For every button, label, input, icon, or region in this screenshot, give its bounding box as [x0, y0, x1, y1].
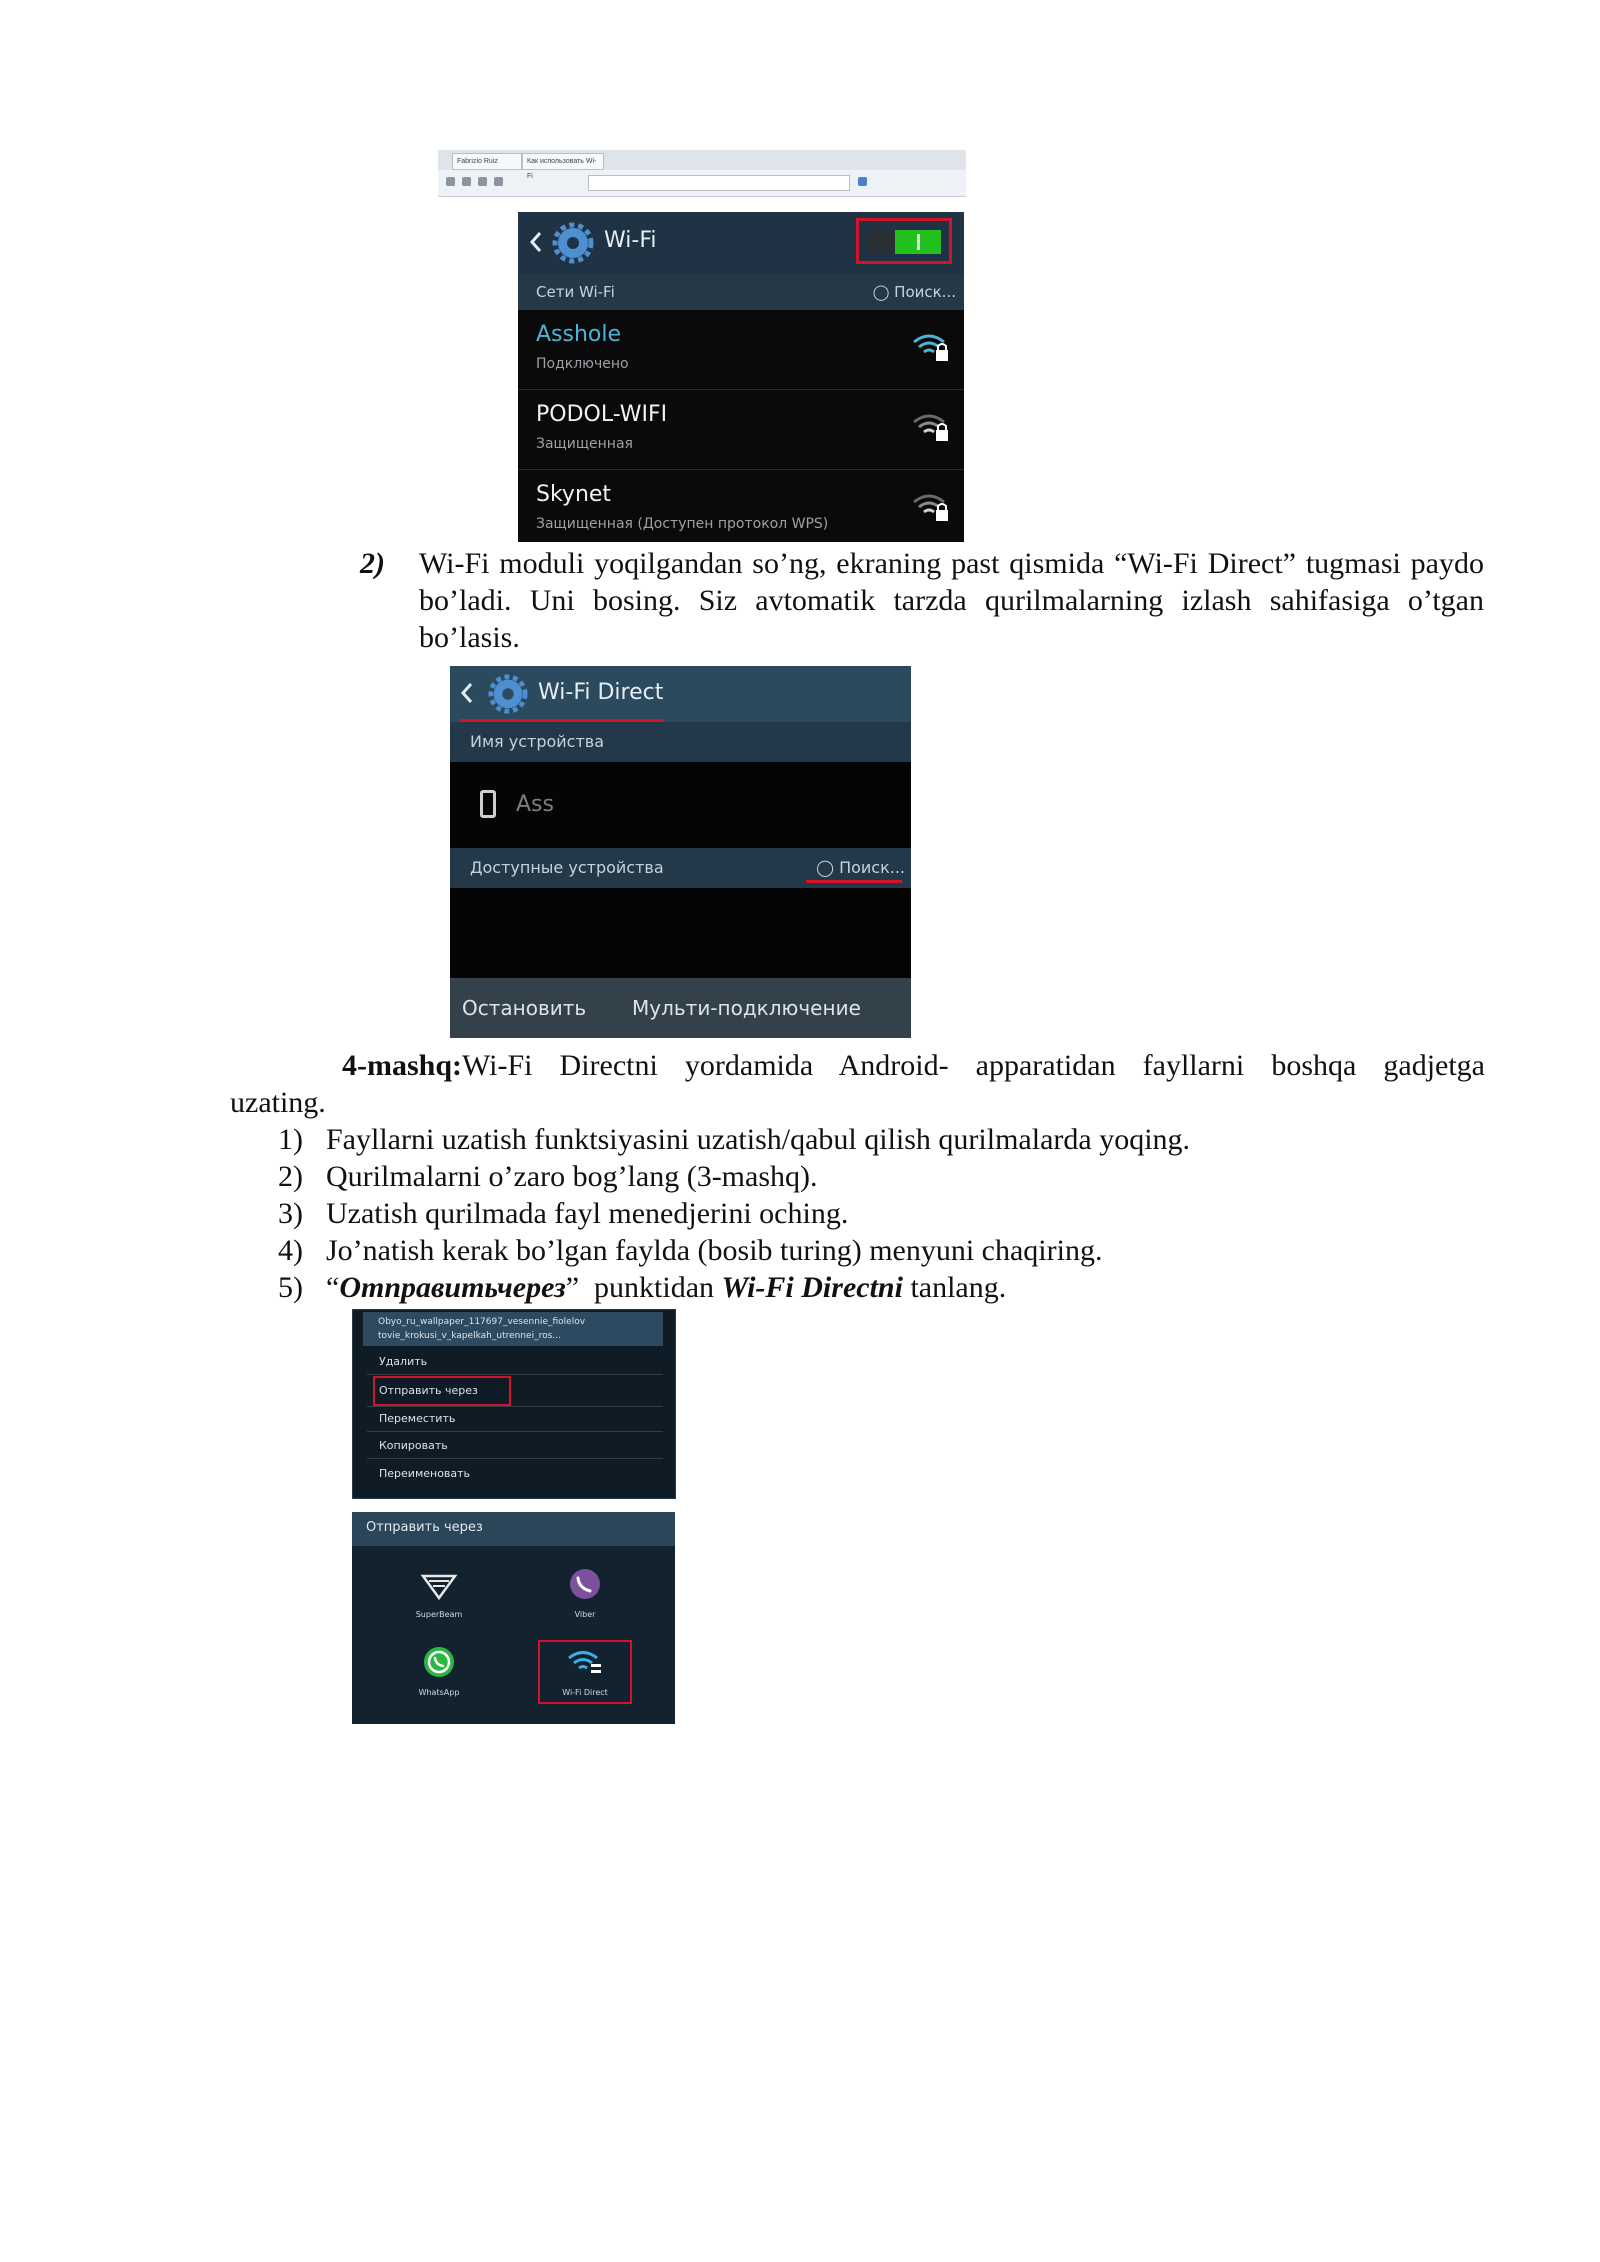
exercise-text-continued: uzating. [230, 1086, 326, 1119]
reload-icon[interactable] [478, 177, 487, 186]
quote-mark: “ [326, 1271, 340, 1304]
network-status: Защищенная [536, 436, 633, 452]
viber-icon [566, 1568, 604, 1602]
bookmark-icon[interactable] [858, 177, 867, 186]
file-name: Obyo_ru_wallpaper_117697_vesennie_fiolelov tovie_krokusi_v_kapelkah_utrennei_ros... [378, 1317, 586, 1341]
share-via-screenshot [352, 1512, 675, 1724]
network-item[interactable] [518, 470, 964, 542]
list-item-number: 3) [278, 1197, 303, 1230]
app-viber[interactable] [530, 1568, 640, 1619]
exercise-heading [342, 1047, 1485, 1084]
exercise-text: Wi-Fi Directni yordamida Android- apparatidan fayllarni boshqa gadjetga [462, 1049, 1485, 1082]
menu-divider [367, 1374, 663, 1375]
device-name: Ass [516, 792, 554, 817]
network-name: Asshole [536, 322, 622, 347]
bottom-action-bar [450, 978, 911, 1038]
wifi-direct-highlight [538, 1640, 632, 1704]
list-item [326, 1269, 1006, 1306]
search-label: Поиск... [894, 283, 956, 301]
exercise-label: 4-mashq: [342, 1049, 463, 1082]
target-term: Wi-Fi Directni [721, 1271, 903, 1304]
step-number: 2) [360, 547, 385, 580]
wifi-locked-icon [912, 330, 950, 364]
superbeam-icon [420, 1568, 458, 1602]
list-item-text: tanlang. [902, 1271, 1007, 1304]
list-item-number: 4) [278, 1234, 303, 1267]
app-label: SuperBeam [415, 1610, 463, 1619]
network-status: Защищенная (Доступен протокол WPS) [536, 516, 829, 532]
menu-term: Отправитьчерез [339, 1271, 566, 1304]
available-devices-label: Доступные устройства [470, 858, 664, 877]
menu-item-copy[interactable]: Копировать [379, 1439, 448, 1452]
quote-mark: ” [565, 1271, 580, 1304]
share-via-header [352, 1512, 675, 1546]
networks-header [518, 274, 964, 310]
menu-file-header [363, 1312, 663, 1346]
back-chevron-icon[interactable] [528, 230, 544, 254]
step-2-text: Wi-Fi moduli yoqilgandan so’ng, ekraning past qismida “Wi-Fi Direct” tugmasi paydo bo’ladi. Uni bosing. Siz avtomatik tarzda qurilmalarning izlash sahifasiga o’tgan bo’lasis. [419, 547, 1484, 654]
back-chevron-icon[interactable] [460, 682, 474, 704]
app-label: WhatsApp [418, 1688, 460, 1697]
list-item-number: 5) [278, 1271, 303, 1304]
share-via-title: Отправить через [366, 1520, 483, 1535]
phone-icon [480, 790, 496, 818]
search-underline-annotation [806, 880, 902, 883]
wifi-header [518, 212, 964, 274]
menu-divider [367, 1431, 663, 1432]
device-name-row[interactable] [450, 762, 911, 852]
network-name: Skynet [536, 482, 612, 507]
send-via-highlight [373, 1376, 511, 1406]
multi-connect-button[interactable]: Мульти-подключение [632, 996, 861, 1020]
list-item-text: punktidan [579, 1271, 722, 1304]
network-item[interactable] [518, 310, 964, 390]
wifi-direct-header [450, 666, 911, 722]
list-item: Fayllarni uzatish funktsiyasini uzatish/qabul qilish qurilmalarda yoqing. [326, 1123, 1191, 1156]
spinner-icon: ◯ [816, 858, 840, 877]
file-context-menu-screenshot [352, 1309, 676, 1499]
list-item-number: 2) [278, 1160, 303, 1193]
list-item: Jo’natish kerak bo’lgan faylda (bosib turing) menyuni chaqiring. [326, 1234, 1103, 1267]
address-bar[interactable] [588, 175, 850, 191]
networks-header-label: Сети Wi-Fi [536, 283, 615, 301]
stop-button[interactable]: Остановить [462, 996, 587, 1020]
app-whatsapp[interactable] [384, 1646, 494, 1697]
browser-tab[interactable]: Как использовать Wi-Fi [522, 153, 604, 170]
list-item: Qurilmalarni o’zaro bog’lang (3-mashq). [326, 1160, 818, 1193]
network-name: PODOL-WIFI [536, 402, 668, 427]
wifi-settings-screenshot [518, 212, 964, 542]
list-item-number: 1) [278, 1123, 303, 1156]
list-item: Uzatish qurilmada fayl menedjerini oching. [326, 1197, 849, 1230]
search-status [873, 283, 956, 301]
search-label: Поиск... [839, 858, 905, 877]
wifi-direct-title: Wi-Fi Direct [538, 680, 664, 705]
home-icon[interactable] [494, 177, 503, 186]
whatsapp-icon [420, 1646, 458, 1680]
menu-item-delete[interactable]: Удалить [379, 1355, 428, 1368]
spinner-icon: ◯ [872, 283, 895, 301]
menu-item-rename[interactable]: Переименовать [379, 1467, 471, 1480]
gear-icon [552, 222, 594, 264]
device-name-header-label: Имя устройства [470, 732, 605, 751]
browser-tab-strip [438, 150, 966, 180]
app-superbeam[interactable] [384, 1568, 494, 1619]
app-label: Wi-Fi Direct [562, 1688, 608, 1697]
menu-divider [367, 1458, 663, 1459]
back-icon[interactable] [446, 177, 455, 186]
browser-tab[interactable]: Fabrizio Ruiz [452, 153, 522, 170]
browser-toolbar [438, 150, 966, 197]
app-label: Viber [574, 1610, 596, 1619]
wifi-locked-icon [912, 490, 950, 524]
menu-item-move[interactable]: Переместить [379, 1412, 456, 1425]
menu-divider [367, 1406, 663, 1407]
toggle-on-mark [917, 234, 920, 250]
network-status: Подключено [536, 356, 629, 372]
menu-item-send-via[interactable]: Отправить через [379, 1384, 478, 1397]
device-name-header [450, 722, 911, 762]
search-status [816, 858, 905, 877]
gear-icon [488, 674, 528, 714]
network-item[interactable] [518, 390, 964, 470]
wifi-direct-screenshot [450, 666, 911, 1038]
forward-icon[interactable] [462, 177, 471, 186]
wifi-toggle-highlight [856, 218, 952, 264]
wifi-locked-icon [912, 410, 950, 444]
wifi-title: Wi-Fi [604, 228, 657, 253]
